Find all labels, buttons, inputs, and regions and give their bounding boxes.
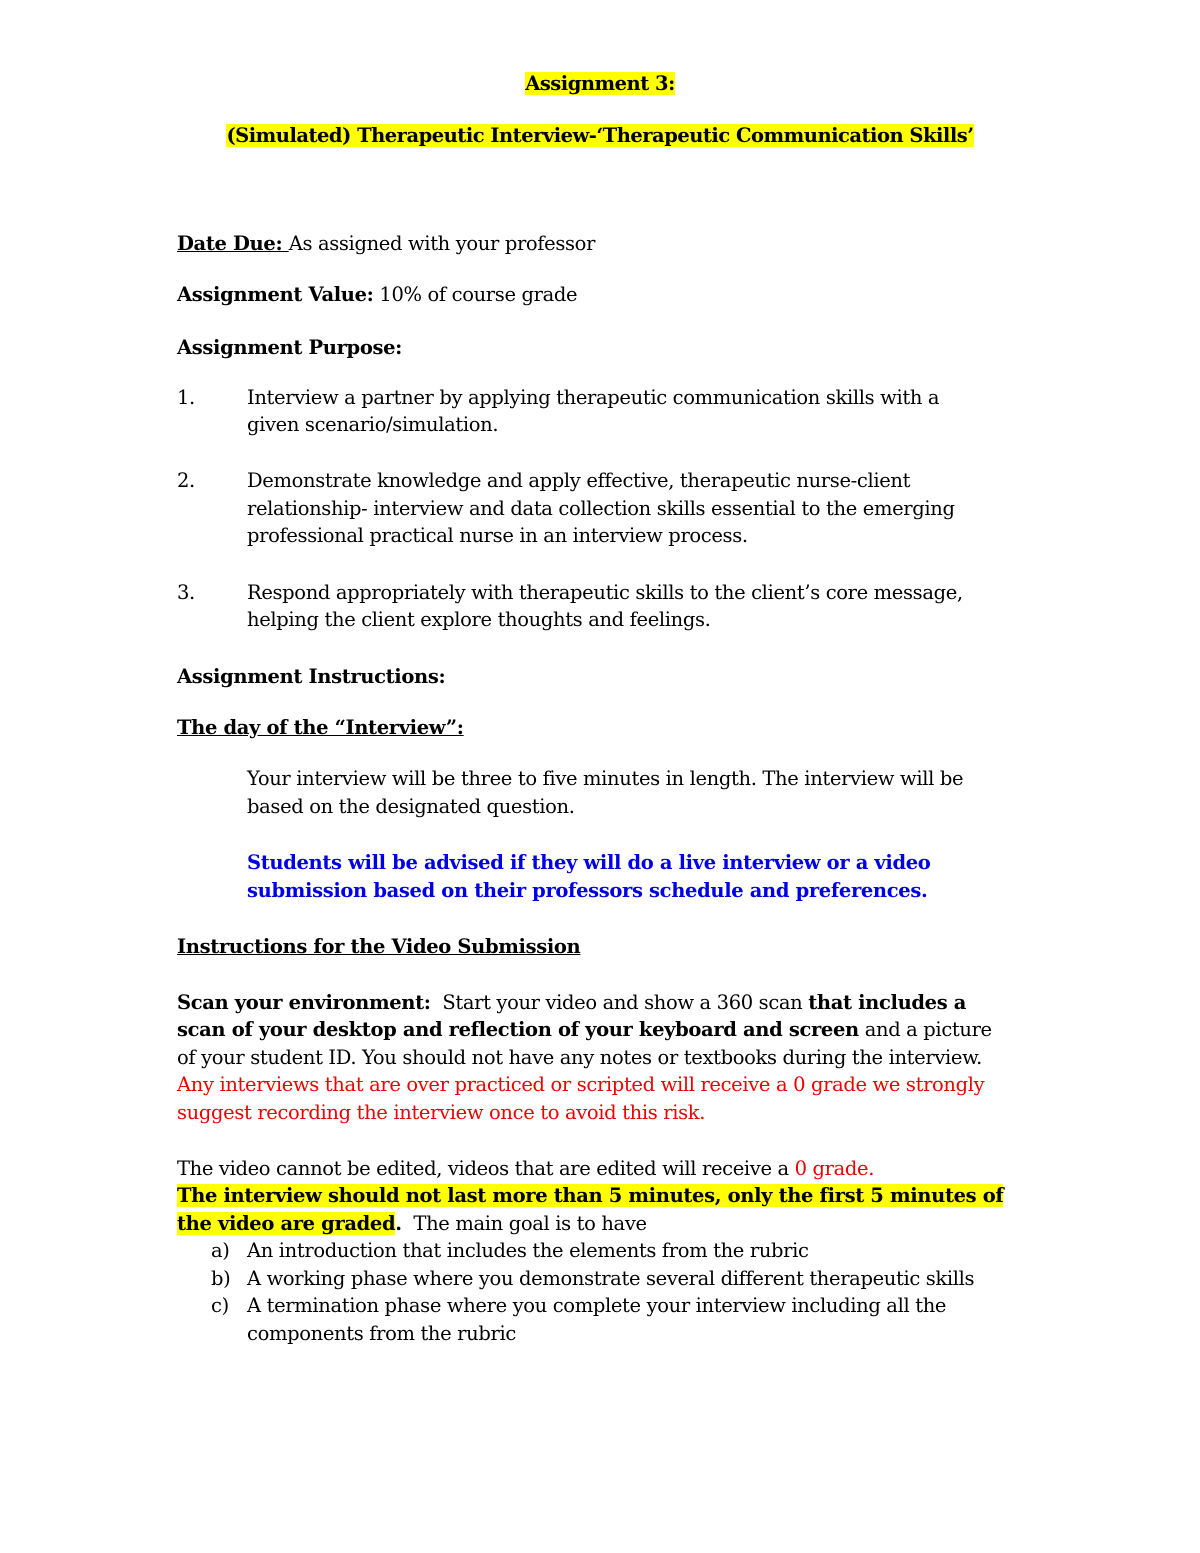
time-limit-period: . xyxy=(395,1212,402,1235)
date-due-label: Date Due: xyxy=(177,232,289,255)
purpose-item-2-line-1: Demonstrate knowledge and apply effective, therapeutic nurse-client xyxy=(247,469,911,492)
date-due-line xyxy=(177,230,595,258)
assignment-subtitle-text: (Simulated) Therapeutic Interview-‘Therapeutic Communication Skills’ xyxy=(226,124,974,147)
assignment-value-text: 10% of course grade xyxy=(373,283,578,306)
time-limit-line-2 xyxy=(177,1210,647,1238)
scan-line-1-bold: that includes a xyxy=(808,991,967,1014)
interview-day-heading-text: The day of the “Interview”: xyxy=(177,716,464,739)
live-or-video-notice-line-1: Students will be advised if they will do a live interview or a video xyxy=(247,851,931,874)
purpose-item-1-line-2: given scenario/simulation. xyxy=(247,413,499,436)
time-limit-line-1-text: The interview should not last more than 5 minutes, only the first 5 minutes of xyxy=(177,1184,1004,1207)
assignment-value-label: Assignment Value: xyxy=(177,283,374,306)
purpose-item-3-line-1: Respond appropriately with therapeutic skills to the client’s core message, xyxy=(247,581,963,604)
purpose-heading-text: Assignment Purpose: xyxy=(177,336,403,359)
purpose-item-2-number: 2. xyxy=(177,469,195,492)
scan-label: Scan your environment: xyxy=(177,991,431,1014)
scan-line-1-text: Start your video and show a 360 scan xyxy=(430,991,809,1014)
time-limit-line-1 xyxy=(177,1182,1003,1210)
zero-grade-text: 0 grade. xyxy=(794,1157,875,1180)
time-limit-line-2-text: the video are graded xyxy=(177,1212,396,1235)
scripted-warning-line-2: suggest recording the interview once to avoid this risk. xyxy=(177,1101,706,1124)
no-editing-text: The video cannot be edited, videos that are edited will receive a xyxy=(177,1157,795,1180)
video-instructions-heading xyxy=(177,933,580,961)
goal-b-text: A working phase where you demonstrate several different therapeutic skills xyxy=(247,1267,975,1290)
purpose-item-1-number: 1. xyxy=(177,386,195,409)
purpose-item-2-line-2: relationship- interview and data collection skills essential to the emerging xyxy=(247,497,955,520)
no-editing-line xyxy=(177,1155,874,1183)
goal-a-text: An introduction that includes the elements from the rubric xyxy=(247,1239,809,1262)
purpose-item-1-line-1: Interview a partner by applying therapeutic communication skills with a xyxy=(247,386,940,409)
scan-line-2 xyxy=(177,1016,992,1044)
assignment-value-line xyxy=(177,281,577,309)
interview-length-line-2: based on the designated question. xyxy=(247,795,575,818)
date-due-value: As assigned with your professor xyxy=(288,232,596,255)
goal-a-letter: a) xyxy=(211,1239,230,1262)
assignment-subtitle xyxy=(0,122,1200,150)
scripted-warning-line-1: Any interviews that are over practiced or scripted will receive a 0 grade we strongly xyxy=(177,1073,985,1096)
purpose-item-3-number: 3. xyxy=(177,581,195,604)
scan-line-3: of your student ID. You should not have any notes or textbooks during the interview. xyxy=(177,1046,982,1069)
video-instructions-heading-text: Instructions for the Video Submission xyxy=(177,935,581,958)
interview-length-line-1: Your interview will be three to five minutes in length. The interview will be xyxy=(247,767,964,790)
main-goal-text: The main goal is to have xyxy=(401,1212,647,1235)
goal-c-text-line-2: components from the rubric xyxy=(247,1322,516,1345)
scan-line-1 xyxy=(177,989,966,1017)
purpose-item-3-line-2: helping the client explore thoughts and feelings. xyxy=(247,608,711,631)
instructions-heading-text: Assignment Instructions: xyxy=(177,665,446,688)
goal-c-text-line-1: A termination phase where you complete your interview including all the xyxy=(247,1294,947,1317)
assignment-title-text: Assignment 3: xyxy=(525,72,675,95)
purpose-item-2-line-3: professional practical nurse in an interview process. xyxy=(247,524,748,547)
purpose-heading xyxy=(177,334,402,362)
goal-b-letter: b) xyxy=(211,1267,231,1290)
interview-day-heading xyxy=(177,714,464,742)
assignment-title xyxy=(0,70,1200,98)
live-or-video-notice-line-2: submission based on their professors schedule and preferences. xyxy=(247,879,928,902)
scan-line-2-text: and a picture xyxy=(858,1018,992,1041)
goal-c-letter: c) xyxy=(211,1294,229,1317)
instructions-heading xyxy=(177,663,445,691)
scan-line-2-bold: scan of your desktop and reflection of your keyboard and screen xyxy=(177,1018,859,1041)
